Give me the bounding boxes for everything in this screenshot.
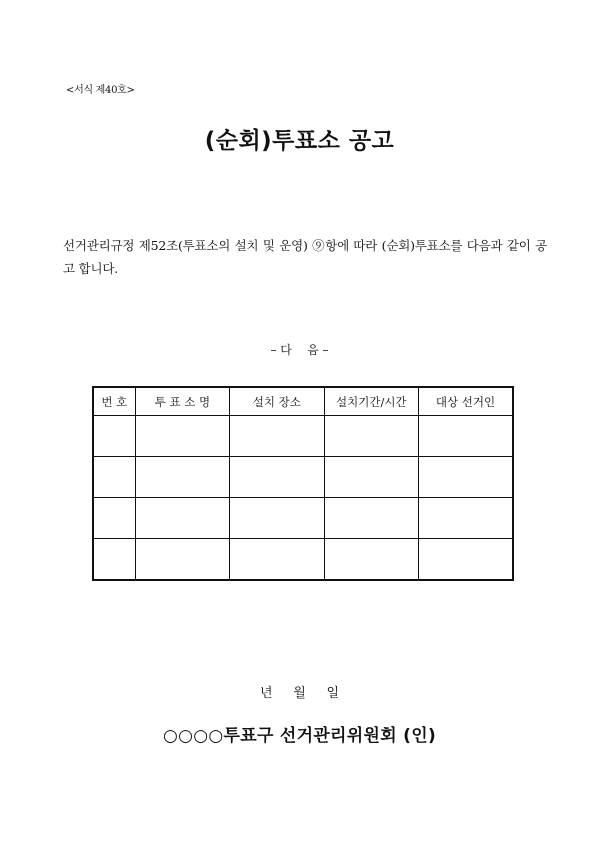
table-header-row [93, 387, 513, 416]
committee-signature: ○○○○투표구 선거관리위원회 (인) [162, 726, 437, 746]
table-cell [93, 498, 135, 539]
document-title: (순회)투표소 공고 [204, 128, 395, 154]
header-period-time: 설치기간/시간 [324, 387, 418, 416]
table-cell [135, 498, 229, 539]
polling-station-table [92, 386, 514, 581]
table-cell [230, 416, 324, 457]
table-cell [419, 416, 514, 457]
table-cell [324, 416, 418, 457]
form-number: <서식 제40호> [66, 85, 135, 96]
table-cell [324, 498, 418, 539]
table-cell [230, 539, 324, 581]
header-target-voters: 대상 선거인 [419, 387, 514, 416]
following-label: – 다 음 – [270, 343, 329, 357]
table-cell [230, 457, 324, 498]
table-cell [135, 416, 229, 457]
table-cell [93, 416, 135, 457]
table-cell [93, 539, 135, 581]
table-cell [324, 457, 418, 498]
table-cell [419, 457, 514, 498]
table-cell [230, 498, 324, 539]
table-row [93, 416, 513, 457]
header-station-name: 투 표 소 명 [135, 387, 229, 416]
date-line: 년 월 일 [260, 686, 339, 701]
announcement-body: 선거관리규정 제52조(투표소의 설치 및 운영) ⑨항에 따라 (순회)투표소를 다음과 같이 공고 합니다. [63, 238, 547, 276]
table-cell [93, 457, 135, 498]
table-cell [135, 539, 229, 581]
table-cell [419, 539, 514, 581]
table-cell [135, 457, 229, 498]
table-row [93, 498, 513, 539]
header-location: 설치 장소 [230, 387, 324, 416]
table-cell [419, 498, 514, 539]
table-cell [324, 539, 418, 581]
table-row [93, 457, 513, 498]
header-number: 번 호 [93, 387, 135, 416]
table-row [93, 539, 513, 581]
